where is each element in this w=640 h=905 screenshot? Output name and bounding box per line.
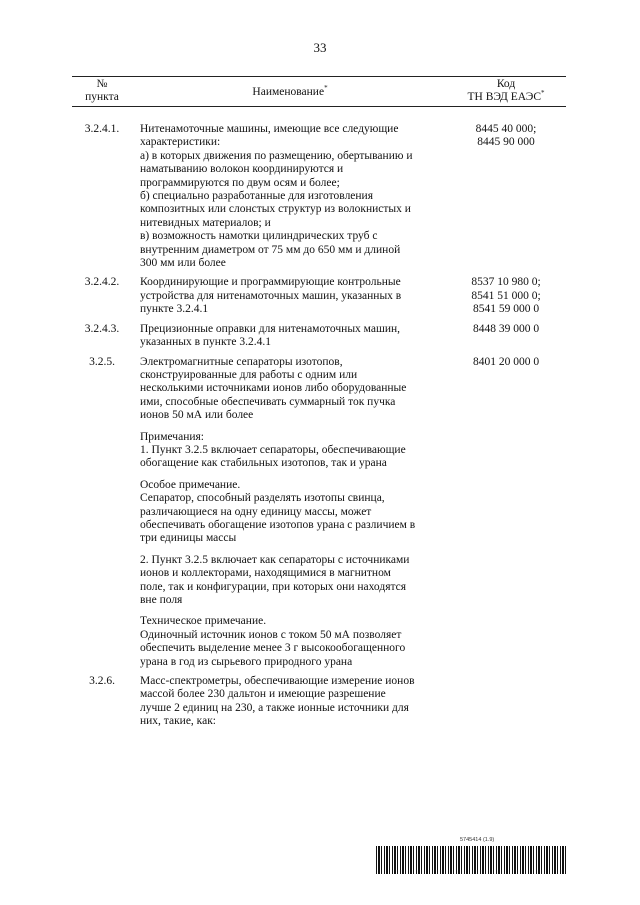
item-number: 3.2.4.3. — [84, 322, 120, 335]
text-line: нитевидных материалов; и — [140, 216, 271, 229]
text-line: б) специально разработанные для изготовления — [140, 190, 374, 203]
text-line: а) в которых движения по размещению, обертыванию и — [140, 149, 413, 162]
header-name-mark: * — [324, 84, 328, 93]
text-line: Прецизионные оправки для нитенамоточных машин, — [140, 322, 401, 335]
header-name — [140, 86, 440, 99]
item-code — [446, 675, 566, 729]
item-code — [446, 323, 566, 350]
item-name — [140, 276, 446, 316]
item-name — [140, 323, 446, 350]
text-line: сконструированные для работы с одним или — [140, 368, 358, 381]
item-paragraph — [140, 615, 446, 669]
text-line: в) возможность намотки цилиндрических труб с — [140, 230, 378, 243]
item-paragraph — [140, 356, 446, 423]
text-line: наматыванию волокон координируются и — [140, 163, 344, 176]
text-line: 2. Пункт 3.2.5 включает как сепараторы с источниками — [140, 553, 410, 566]
header-item-number — [72, 78, 132, 104]
item-paragraph — [140, 675, 446, 729]
page-number: 33 — [313, 40, 327, 55]
text-line: обогащение как стабильных изотопов, так и урана — [140, 457, 387, 470]
text-line: различающиеся на одну единицу массы, может — [140, 505, 372, 518]
header-no-label: пункта — [85, 91, 119, 103]
text-line: характеристики: — [140, 136, 221, 149]
text-line: указанных в пункте 3.2.4.1 — [140, 336, 272, 349]
code-value: 8445 40 000; — [475, 123, 537, 135]
item-name — [140, 675, 446, 729]
text-line: три единицы массы — [140, 532, 237, 545]
text-line: ионов 50 мА или более — [140, 409, 254, 422]
text-line: ими, способные обеспечивать суммарный ток пучка — [140, 395, 396, 408]
item-paragraph — [140, 431, 446, 471]
text-line: Особое примечание. — [140, 478, 241, 491]
text-line: Техническое примечание. — [140, 615, 267, 628]
text-line: Примечания: — [140, 430, 204, 443]
table-body — [72, 123, 566, 735]
text-line: Координирующие и программирующие контрольные — [140, 276, 401, 289]
item-paragraph — [140, 323, 446, 350]
table-row — [72, 323, 566, 350]
table-row — [72, 276, 566, 316]
item-code — [446, 123, 566, 270]
table-top-rule — [72, 76, 566, 77]
text-line: Сепаратор, способный разделять изотопы свинца, — [140, 492, 385, 505]
item-code — [446, 276, 566, 316]
text-line: Электромагнитные сепараторы изотопов, — [140, 355, 343, 368]
text-line: лучше 2 единиц на 230, а также ионные источники для — [140, 701, 409, 714]
text-line: 300 мм или более — [140, 257, 226, 270]
text-line: пункте 3.2.4.1 — [140, 303, 209, 316]
code-value: 8541 51 000 0; — [471, 289, 541, 302]
header-no-symbol: № — [96, 78, 108, 90]
barcode — [376, 846, 566, 874]
code-value: 8401 20 000 0 — [472, 355, 540, 368]
item-paragraph — [140, 479, 446, 546]
text-line: урана в год из сырьевого природного урана — [140, 655, 353, 668]
item-name — [140, 356, 446, 670]
code-value: 8541 59 000 0 — [472, 303, 540, 316]
text-line: обеспечивать обогащение изотопов урана с различием в — [140, 518, 416, 531]
table-row — [72, 356, 566, 670]
text-line: ионов и коллекторами, находящимися в магнитном — [140, 567, 391, 580]
header-name-label: Наименование — [252, 86, 325, 98]
text-line: Масс-спектрометры, обеспечивающие измерение ионов — [140, 675, 415, 688]
text-line: вне поля — [140, 594, 183, 606]
text-line: обеспечить выделение менее 3 г высокообогащенного — [140, 642, 406, 655]
text-line: несколькими источниками ионов либо оборудованные — [140, 382, 407, 395]
text-line: поле, так и конфигурации, при которых они находятся — [140, 580, 407, 593]
text-line: композитных или слонстых структур из волокнистых и — [140, 203, 411, 216]
text-line: них, такие, как: — [140, 715, 216, 728]
table-header-rule — [72, 106, 566, 107]
header-code-system: ТН ВЭД ЕАЭС* — [467, 89, 545, 103]
item-number: 3.2.4.2. — [84, 276, 120, 289]
footer-document-id: 5745414 (1.9) — [460, 837, 495, 843]
item-paragraph — [140, 123, 446, 270]
item-code — [446, 356, 566, 670]
text-line: Нитенамоточные машины, имеющие все следующие — [140, 123, 399, 135]
text-line: 1. Пункт 3.2.5 включает сепараторы, обеспечивающие — [140, 443, 406, 456]
header-code-mark: * — [541, 89, 545, 98]
header-code-label: Код — [496, 78, 516, 90]
header-code — [446, 78, 566, 104]
item-number: 3.2.6. — [89, 675, 115, 688]
item-name — [140, 123, 446, 270]
item-number: 3.2.5. — [89, 355, 115, 368]
text-line: внутренним диаметром от 75 мм до 650 мм и длиной — [140, 243, 401, 256]
code-value: 8445 90 000 — [477, 136, 535, 149]
table-row — [72, 675, 566, 729]
code-value: 8537 10 980 0; — [471, 276, 541, 289]
text-line: устройства для нитенамоточных машин, указанных в — [140, 289, 402, 302]
text-line: Одиночный источник ионов с током 50 мА позволяет — [140, 628, 402, 641]
item-number: 3.2.4.1. — [84, 123, 120, 135]
text-line: массой более 230 дальтон и имеющие разрешение — [140, 688, 386, 701]
code-value: 8448 39 000 0 — [472, 322, 540, 335]
table-row — [72, 123, 566, 270]
item-paragraph — [140, 554, 446, 608]
text-line: программируются по двум осям и более; — [140, 176, 340, 189]
item-paragraph — [140, 276, 446, 316]
